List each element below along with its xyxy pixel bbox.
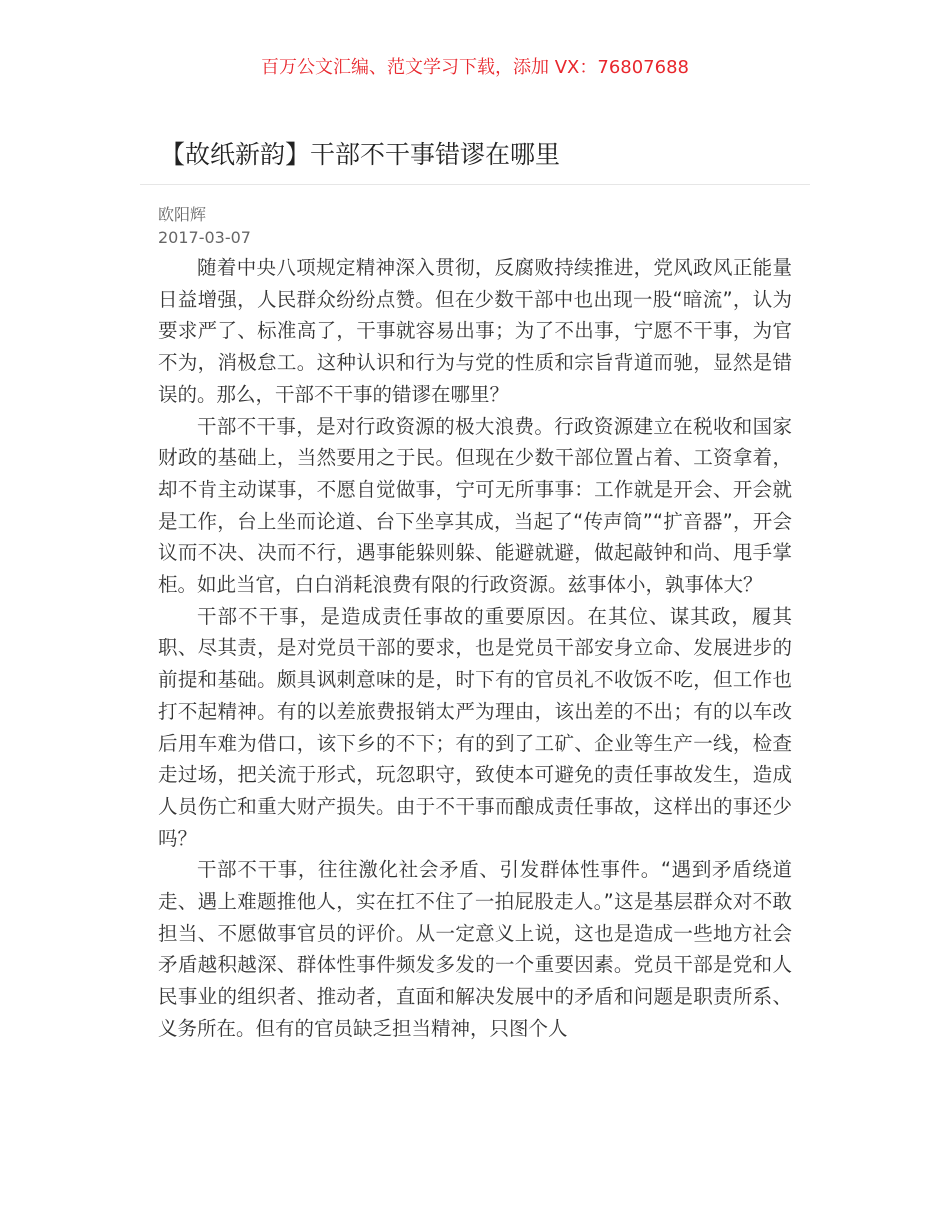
paragraph: 干部不干事，往往激化社会矛盾、引发群体性事件。“遇到矛盾绕道走、遇上难题推他人，实在扛不住了一拍屁股走人。”这是基层群众对不敢担当、不愿做事官员的评价。从一定意义上说，这也是造成一些地方社会矛盾越积越深、群体性事件频发多发的一个重要因素。党员干部是党和人民事业的组织者、推动者，直面和解决发展中的矛盾和问题是职责所系、义务所在。但有的官员缺乏担当精神，只图个人 — [158, 858, 792, 1040]
paragraph: 随着中央八项规定精神深入贯彻，反腐败持续推进，党风政风正能量日益增强，人民群众纷纷点赞。但在少数干部中也出现一股“暗流”，认为要求严了、标准高了，干事就容易出事；为了不出事，宁愿不干事，为官不为，消极怠工。这种认识和行为与党的性质和宗旨背道而驰，显然是错误的。那么，干部不干事的错谬在哪里？ — [158, 256, 792, 406]
article-date: 2017-03-07 — [158, 228, 251, 247]
article-body — [158, 252, 792, 1045]
paragraph: 干部不干事，是对行政资源的极大浪费。行政资源建立在税收和国家财政的基础上，当然要用之于民。但现在少数干部位置占着、工资拿着，却不肯主动谋事，不愿自觉做事，宁可无所事事：工作就是开会、开会就是工作，台上坐而论道、台下坐享其成，当起了“传声筒”“扩音器”，开会议而不决、决而不行，遇事能躲则躲、能避就避，做起敲钟和尚、甩手掌柜。如此当官，白白消耗浪费有限的行政资源。兹事体小，孰事体大？ — [158, 414, 792, 597]
paragraph: 干部不干事，是造成责任事故的重要原因。在其位、谋其政，履其职、尽其责，是对党员干部的要求，也是党员干部安身立命、发展进步的前提和基础。颇具讽刺意味的是，时下有的官员礼不收饭不吃，但工作也打不起精神。有的以差旅费报销太严为理由，该出差的不出；有的以车改后用车难为借口，该下乡的不下；有的到了工矿、企业等生产一线，检查走过场，把关流于形式，玩忽职守，致使本可避免的责任事故发生，造成人员伤亡和重大财产损失。由于不干事而酿成责任事故，这样出的事还少吗？ — [158, 604, 792, 850]
article-title: 【故纸新韵】干部不干事错谬在哪里 — [160, 140, 561, 169]
promo-banner: 百万公文汇编、范文学习下载，添加 VX：76807688 — [261, 57, 689, 78]
article-author: 欧阳辉 — [158, 205, 207, 224]
title-divider — [140, 184, 810, 185]
